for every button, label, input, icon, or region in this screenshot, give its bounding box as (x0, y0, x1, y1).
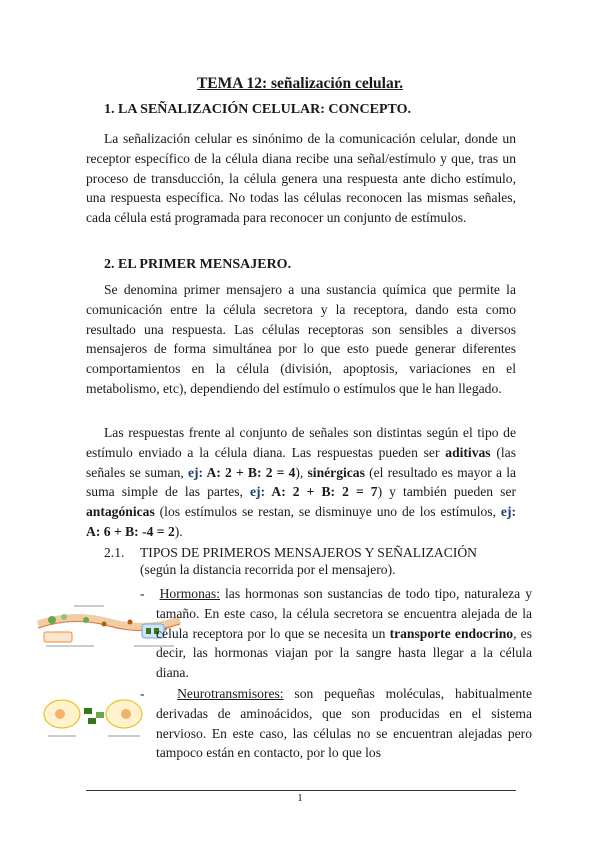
text-run: ) y también pueden ser (377, 484, 516, 500)
subsection-title: TIPOS DE PRIMEROS MENSAJEROS Y SEÑALIZACIÓN (140, 545, 477, 560)
bullet-dash: - (140, 686, 145, 701)
text-run: son pequeñas moléculas, habitualmente derivadas de aminoácidos, que son producidas en el sistema nervioso. En este caso, las células no se encuentran alejadas pero tampoco están en contacto, por lo que los (156, 686, 532, 761)
text-run: Las respuestas frente al conjunto de señales son distintas según el tipo de estímulo enviado a la célula diana. Las respuestas pueden ser (86, 425, 516, 460)
text-run: (los estímulos se restan, se disminuye uno de los estímulos, (154, 504, 501, 520)
subsection-2-1-heading (104, 545, 534, 561)
page-number: 1 (297, 792, 303, 804)
section-1-paragraph: La señalización celular es sinónimo de la comunicación celular, donde un receptor específico de la célula diana recibe una señal/estímulo y que, tras un proceso de transducción, la célula genera una respuesta ante dicho estímulo, una respuesta específica. No todas las células reconocen las mismas señales, cada célula está programada para reconocer un conjunto de estímulos. (86, 131, 516, 226)
term-sinergicas: sinérgicas (307, 464, 365, 480)
term-aditivas: aditivas (445, 444, 491, 460)
footer-divider (86, 790, 516, 791)
term-hormonas: Hormonas: (159, 586, 220, 601)
text-run: (las señales se suman, (86, 444, 516, 480)
section-2-paragraph-1: Se denomina primer mensajero a una sustancia química que permite la comunicación entre la célula secretora y la receptora, dando esta como resultado una respuesta. Las células receptoras son sensibles a diversos mensajeros de forma simultánea por lo que esto puede generar diferentes comportamientos en la célula (división, apoptosis, variaciones en el metabolismo, etc), dependiendo del estímulo o estímulos que le han llegado. (86, 282, 516, 396)
list-item-hormonas (140, 584, 532, 683)
example-aditivas: A: 2 + B: 2 = 4 (203, 464, 296, 480)
example-label: ej: (188, 464, 204, 480)
section-2-heading: 2. EL PRIMER MENSAJERO. (104, 257, 292, 272)
text-run: ), (295, 464, 308, 480)
section-2-paragraph-2 (86, 423, 516, 542)
document-title: TEMA 12: señalización celular. (196, 75, 404, 92)
term-antagonicas: antagónicas (86, 504, 155, 520)
example-sinergicas: A: 2 + B: 2 = 7 (265, 484, 378, 500)
list-item-neurotransmisores (140, 684, 532, 763)
text-run: (el resultado es mayor a la suma simple de las partes, (86, 464, 517, 500)
example-label: ej: (250, 484, 266, 500)
term-transporte-endocrino: transporte endocrino (389, 625, 514, 641)
example-label: ej: (500, 504, 516, 520)
example-antagonicas: A: 6 + B: -4 = 2 (86, 523, 175, 539)
subsection-subheading: (según la distancia recorrida por el mensajero). (140, 562, 396, 577)
term-neurotransmisores: Neurotransmisores: (177, 686, 284, 701)
section-1-heading: 1. LA SEÑALIZACIÓN CELULAR: CONCEPTO. (104, 102, 412, 117)
text-run: las hormonas son sustancias de todo tipo, naturaleza y tamaño. En este caso, la célula secretora se encuentra alejada de la célula receptora por lo que se necesita un (156, 586, 533, 641)
text-run: ). (174, 523, 183, 539)
neurotransmitter-diagram-figure (40, 696, 150, 740)
bullet-dash: - (140, 586, 145, 601)
text-run: , es decir, las hormonas viajan por la sangre hasta llegar a la célula diana. (156, 625, 532, 681)
subsection-number: 2.1. (104, 545, 125, 560)
